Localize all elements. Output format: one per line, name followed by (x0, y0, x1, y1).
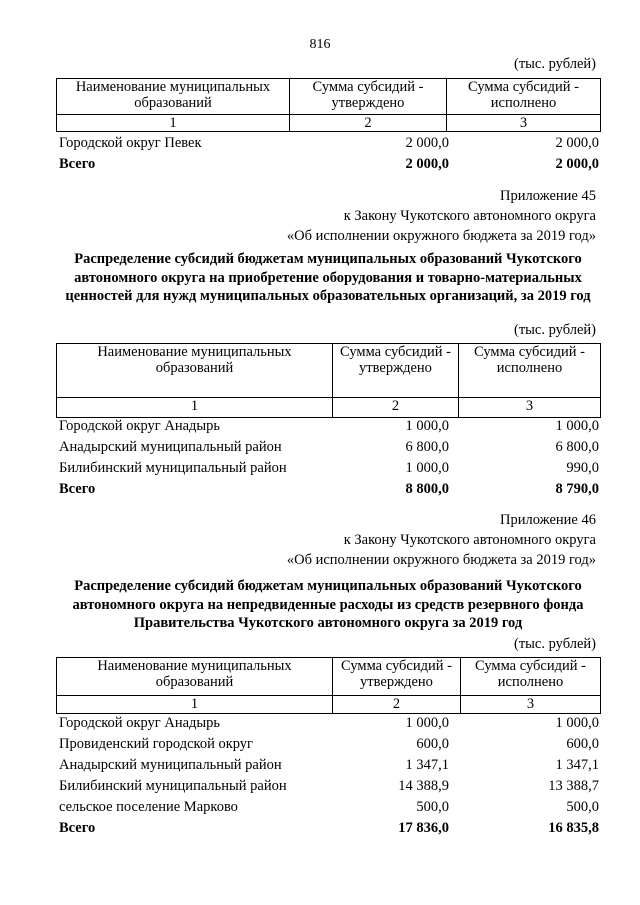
row-name: Провиденский городской округ (59, 736, 254, 752)
header-col-1: 1 (57, 115, 290, 132)
row-approved: 1 000,0 (405, 460, 449, 476)
table-row (56, 416, 601, 437)
units-label: (тыс. рублей) (514, 56, 596, 72)
annex-law-title: «Об исполнении окружного бюджета за 2019 год» (286, 228, 596, 244)
annex-law: к Закону Чукотского автономного округа (343, 532, 596, 548)
total-label: Всего (59, 481, 96, 497)
total-executed: 2 000,0 (555, 156, 599, 172)
header-col-2: 2 (333, 398, 459, 418)
header-name: Наименование муниципальных образований (57, 79, 290, 115)
table-row (56, 797, 601, 818)
row-approved: 6 800,0 (405, 439, 449, 455)
total-label: Всего (59, 820, 96, 836)
units-label: (тыс. рублей) (514, 636, 596, 652)
table-row (56, 776, 601, 797)
row-approved: 600,0 (416, 736, 449, 752)
table-row (56, 133, 601, 154)
header-col-3: 3 (461, 696, 601, 714)
row-executed: 990,0 (566, 460, 599, 476)
header-name: Наименование муниципальных образований (57, 658, 333, 696)
annex-45-header (287, 186, 596, 246)
header-name: Наименование муниципальных образований (57, 344, 333, 398)
total-approved: 2 000,0 (405, 156, 449, 172)
table-row (56, 458, 601, 479)
table-row (56, 755, 601, 776)
annex-law: к Закону Чукотского автономного округа (343, 208, 596, 224)
row-executed: 6 800,0 (555, 439, 599, 455)
row-name: Городской округ Анадырь (59, 418, 221, 434)
header-col-3: 3 (459, 398, 601, 418)
header-executed: Сумма субсидий - исполнено (447, 79, 601, 115)
total-label: Всего (59, 156, 96, 172)
row-executed: 600,0 (566, 736, 599, 752)
total-executed: 8 790,0 (555, 481, 599, 497)
header-col-3: 3 (447, 115, 601, 132)
table-header (56, 343, 601, 418)
row-name: Анадырский муниципальный район (59, 439, 282, 455)
row-approved: 1 347,1 (405, 757, 449, 773)
annex-law-title: «Об исполнении окружного бюджета за 2019 год» (286, 552, 596, 568)
row-executed: 500,0 (566, 799, 599, 815)
row-executed: 1 000,0 (555, 715, 599, 731)
section-title: Распределение субсидий бюджетам муниципальных образований Чукотского автономного округа на приобретение оборудования и товарно-материальных ценностей для нужд муниципальных образовательных организаций, за 2019 год (65, 251, 591, 304)
row-approved: 2 000,0 (405, 135, 449, 151)
row-approved: 1 000,0 (405, 418, 449, 434)
total-row (56, 479, 601, 500)
total-row (56, 818, 601, 839)
header-col-2: 2 (290, 115, 447, 132)
page-number: 816 (309, 37, 331, 52)
table-body (56, 416, 601, 500)
row-executed: 1 000,0 (555, 418, 599, 434)
row-approved: 500,0 (416, 799, 449, 815)
row-name: Городской округ Певек (59, 135, 202, 151)
row-executed: 2 000,0 (555, 135, 599, 151)
header-col-2: 2 (333, 696, 461, 714)
table-body (56, 133, 601, 175)
row-name: Билибинский муниципальный район (59, 460, 287, 476)
table-header (56, 657, 601, 714)
total-approved: 8 800,0 (405, 481, 449, 497)
row-approved: 14 388,9 (398, 778, 449, 794)
total-executed: 16 835,8 (548, 820, 599, 836)
row-name: Билибинский муниципальный район (59, 778, 287, 794)
annex-number: Приложение 46 (500, 512, 596, 528)
row-name: сельское поселение Марково (59, 799, 238, 815)
table-header (56, 78, 601, 132)
annex-number: Приложение 45 (500, 188, 596, 204)
section-title: Распределение субсидий бюджетам муниципальных образований Чукотского автономного округа на непредвиденные расходы из средств резервного фонда Правительства Чукотского автономного округа за 2019 год (72, 578, 584, 631)
header-approved: Сумма субсидий - утверждено (333, 344, 459, 398)
row-executed: 1 347,1 (555, 757, 599, 773)
row-executed: 13 388,7 (548, 778, 599, 794)
table-row (56, 713, 601, 734)
header-executed: Сумма субсидий - исполнено (461, 658, 601, 696)
row-name: Анадырский муниципальный район (59, 757, 282, 773)
units-label: (тыс. рублей) (514, 322, 596, 338)
table-row (56, 734, 601, 755)
header-approved: Сумма субсидий - утверждено (290, 79, 447, 115)
header-approved: Сумма субсидий - утверждено (333, 658, 461, 696)
row-name: Городской округ Анадырь (59, 715, 221, 731)
header-col-1: 1 (57, 696, 333, 714)
table-body (56, 713, 601, 839)
header-executed: Сумма субсидий - исполнено (459, 344, 601, 398)
row-approved: 1 000,0 (405, 715, 449, 731)
header-col-1: 1 (57, 398, 333, 418)
annex-46-header (287, 510, 596, 570)
total-row (56, 154, 601, 175)
total-approved: 17 836,0 (398, 820, 449, 836)
table-row (56, 437, 601, 458)
